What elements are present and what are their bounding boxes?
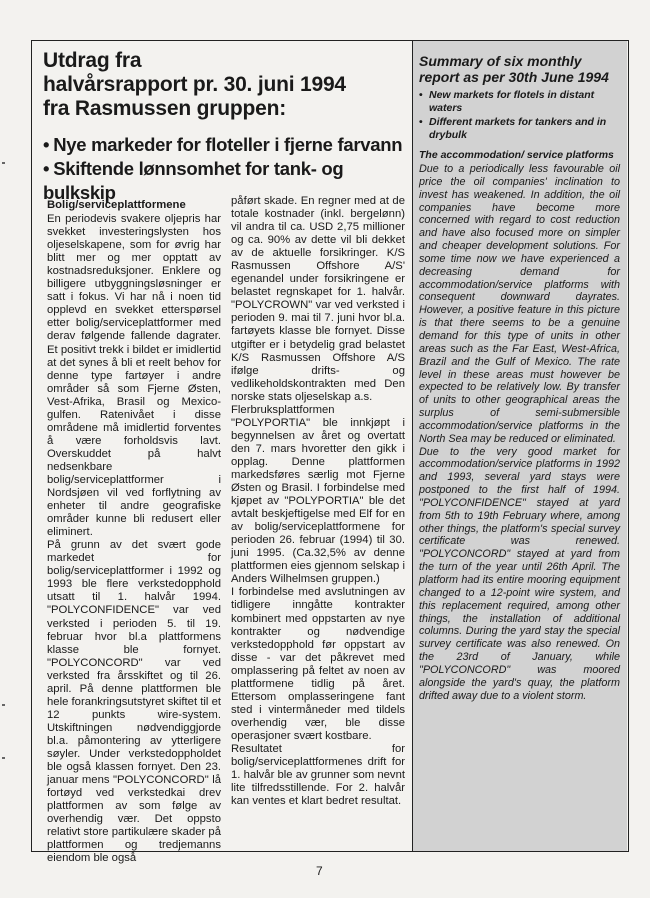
scan-mark bbox=[2, 704, 5, 706]
scan-mark bbox=[2, 757, 5, 759]
title-line: halvårsrapport pr. 30. juni 1994 bbox=[43, 73, 346, 96]
paragraph: Flerbruksplattformen "POLYPORTIA" ble innkjøpt i begynnelsen av året og overtatt den 7. mars hvoretter den gikk i opplag. Denne plattformen markedsføres særlig mot Fjerne Østen og Brasil. I forbindelse med kjøpet av "POLYPORTIA" ble det avtalt beskjeftigelse med Elf for en av bolig/serviceplattformene for perioden 26. februar (1994) til 30. juni 1995. (Ca.32,5% av denne plattformen eies gjennom selskap i Anders Wilhelmsen gruppen.) bbox=[231, 403, 405, 586]
paragraph: Due to a periodically less favourable oil price the oil companies' inclination to invest has weakened. In addition, the oil companies have become more concerned with regard to cost reduction and have also focused more on simpler and cheaper development solutions. For some time now we have experienced a decreasing demand for accommodation/service platforms with consequent downward dayrates. However, a positive feature in this picture is that there seems to be a genuine demand for this type of units in other areas such as the Far East, West-Africa, Brazil and the Gulf of Mexico. The rate level in these areas must however be expected to be relatively low. By transfer of units to other geographical areas the surplus of semi-submersible accommodation/service platforms in the North Sea may be reduced or eliminated. bbox=[419, 163, 620, 445]
bullet-text: Skiftende lønnsomhet for tank- og bulkskip bbox=[43, 158, 344, 203]
title-line: fra Rasmussen gruppen: bbox=[43, 97, 286, 120]
english-summary-sidebar bbox=[412, 41, 627, 851]
scan-mark bbox=[2, 162, 5, 164]
bullet-icon: • bbox=[43, 158, 50, 179]
paragraph: I forbindelse med avslutningen av tidligere inngåtte kontrakter kombinert med oppstarten av nye kontrakter og nødvendige verkstedopphold før oppstart av disse - var det påkrevet med omplassering på feltet av noen av plattformene tidlig på året. Ettersom omplasseringene fant sted i vintermåneder med tildels overhendig vær, ble disse operasjoner svært kostbare. bbox=[231, 586, 405, 742]
summary-heading: The accommodation/ service platforms bbox=[419, 149, 614, 161]
section-heading: Bolig/serviceplattformene bbox=[47, 199, 186, 211]
paragraph: Resultatet for bolig/serviceplattformenes drift for 1. halvår ble av grunner som nevnt lite tilfredsstillende. For 2. halvår kan ventes et klart bedret resultat. bbox=[231, 742, 405, 808]
bullet-icon: • bbox=[43, 134, 50, 155]
bullet-text: Nye markeder for floteller i fjerne farvann bbox=[53, 134, 403, 155]
paragraph: På grunn av det svært gode markedet for bolig/serviceplattformer i 1992 og 1993 ble flere verkstedopphold utsatt til 1. halvår 1994. "POLYCONFIDENCE" var ved verksted i perioden 5. til 19. februar hvor bl.a plattformens klasse ble fornyet. "POLYCONCORD" var ved verksted fra årsskiftet og til 26. april. På denne plattformen ble hele forankringsutstyret skiftet til et 12 punkts wire-system. Utskiftningen nødvendiggjorde bl.a. påmontering av ytterligere søyler. Under verkstedoppholdet ble også klassen fornyet. Den 23. januar mens "POLYCONCORD" lå fortøyd ved verkstedkai drev plattformen av som følge av overhendig vær. Det oppsto relativt store partikulære skader på plattformen og tredjemanns eiendom ble også bbox=[47, 539, 221, 865]
summary-bullets bbox=[419, 89, 620, 141]
article-frame bbox=[31, 40, 629, 865]
article-title bbox=[43, 49, 412, 121]
column-2 bbox=[231, 195, 405, 808]
paragraph: Due to the very good market for accommodation/service platforms in 1992 and 1993, several yard stays were postponed to the first half of 1994. "POLYCONFIDENCE" stayed at yard from 5th to 19th February where, among other things, the platform's special survey certificate was renewed. "POLYCONCORD" stayed at yard from the turn of the year until 26th April. The platform had its entire mooring equipment changed to a 12-point wire system, and this replacement required, among other things, the installation of additional columns. During the yard stay the special survey certificate was also renewed. On the 23rd of January, while "POLYCONCORD" was moored alongside the yard's quay, the platform drifted away due to a violent storm. bbox=[419, 445, 620, 702]
title-line: Utdrag fra bbox=[43, 49, 142, 72]
summary-bullet: • New markets for flotels in distant waters bbox=[419, 89, 620, 114]
column-1 bbox=[47, 199, 221, 865]
norwegian-article bbox=[32, 41, 412, 865]
summary-body bbox=[419, 163, 620, 702]
headline-bullet bbox=[43, 133, 412, 157]
page-number: 7 bbox=[316, 864, 323, 878]
summary-title: Summary of six monthly report as per 30th June 1994 bbox=[419, 53, 609, 85]
paragraph: påført skade. En regner med at de totale kostnader (inkl. bergelønn) vil andra til ca. USD 2,75 millioner og ca. 90% av dette vil bli dekket av de aktuelle forsikringer. K/S Rasmussen Offshore A/S' egenandel under forsikringene er belastet regnskapet for 1. halvår. "POLYCROWN" var ved verksted i perioden 9. mai til 7. juni hvor bl.a. fartøyets klasse ble fornyet. Disse utgifter er i betydelig grad belastet K/S Rasmussen Offshore A/S ifølge drifts- og vedlikeholdskontrakten med Den norske stats oljeselskap a.s. bbox=[231, 195, 405, 403]
summary-bullet: • Different markets for tankers and in drybulk bbox=[419, 116, 620, 141]
paragraph: En periodevis svakere oljepris har svekket investeringslysten hos oljeselskapene, som for øvrig har blitt mer og mer opptatt av kostnadsreduksjoner. Enklere og billigere utbyggningsløsninger er satt i fokus. Vi har nå i noen tid opplevd en svekket etterspørsel etter bolig/serviceplattformer med derav følgende fallende dagrater. Et positivt trekk i bildet er imidlertid at det synes å bli et reelt behov for denne type fartøyer i andre områder så som Fjerne Østen, Vest-Afrika, Brasil og Mexico-gulfen. Ratenivået i disse områdene må imidlertid forventes å være forholdsvis lavt. Overskuddet på halvt nedsenkbare bolig/serviceplattformer i Nordsjøen vil ved forflytning av enheter til andre geografiske områder kunne bli redusert eller eliminert. bbox=[47, 213, 221, 539]
